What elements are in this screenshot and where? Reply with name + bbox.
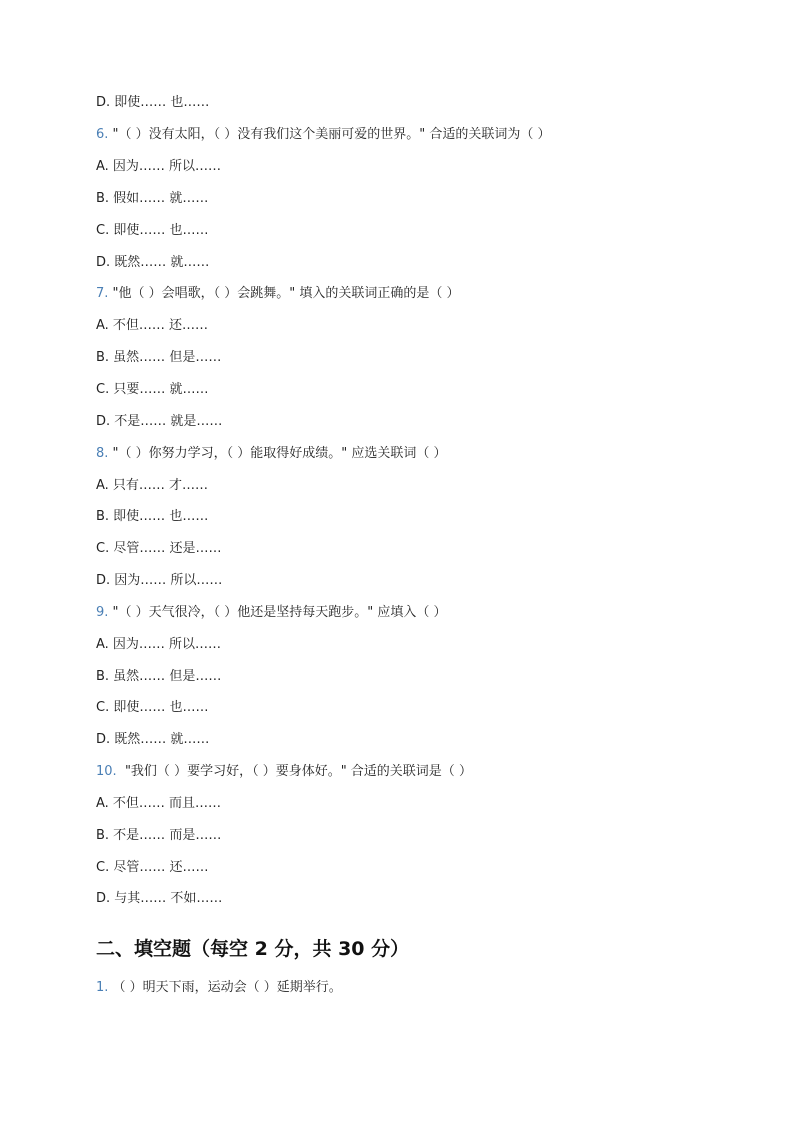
question-text: "他（ ）会唱歌，（ ）会跳舞。" 填入的关联词正确的是（ ） — [108, 286, 460, 301]
q9-option-a: A. 因为…… 所以…… — [96, 637, 222, 652]
question-6 — [96, 126, 551, 144]
question-number: 8. — [96, 446, 109, 461]
q6-option-d: D. 既然…… 就…… — [96, 255, 210, 270]
q10-option-b: B. 不是…… 而是…… — [96, 828, 222, 843]
question-number: 6. — [96, 127, 109, 142]
question-number: 9. — [96, 605, 109, 620]
question-text: "（ ）你努力学习，（ ）能取得好成绩。" 应选关联词（ ） — [108, 446, 447, 461]
fill-question-1 — [96, 979, 342, 997]
q6-option-b: B. 假如…… 就…… — [96, 191, 209, 206]
question-9 — [96, 604, 447, 622]
q10-option-d: D. 与其…… 不如…… — [96, 891, 223, 906]
question-10 — [96, 763, 472, 781]
q8-option-c: C. 尽管…… 还是…… — [96, 541, 222, 556]
question-number: 10. — [96, 764, 117, 779]
q6-option-a: A. 因为…… 所以…… — [96, 159, 222, 174]
q10-option-c: C. 尽管…… 还…… — [96, 860, 209, 875]
question-text: "我们（ ）要学习好，（ ）要身体好。" 合适的关联词是（ ） — [116, 764, 472, 779]
q9-option-d: D. 既然…… 就…… — [96, 732, 210, 747]
q8-option-d: D. 因为…… 所以…… — [96, 573, 223, 588]
question-text: （ ）明天下雨，运动会（ ）延期举行。 — [108, 980, 342, 995]
q9-option-c: C. 即使…… 也…… — [96, 700, 209, 715]
q6-option-c: C. 即使…… 也…… — [96, 223, 209, 238]
q5-option-d: D. 即使…… 也…… — [96, 95, 210, 110]
q10-option-a: A. 不但…… 而且…… — [96, 796, 222, 811]
q8-option-b: B. 即使…… 也…… — [96, 509, 209, 524]
q7-option-c: C. 只要…… 就…… — [96, 382, 209, 397]
q7-option-d: D. 不是…… 就是…… — [96, 414, 223, 429]
q8-option-a: A. 只有…… 才…… — [96, 478, 209, 493]
q7-option-a: A. 不但…… 还…… — [96, 318, 209, 333]
question-text: "（ ）天气很冷，（ ）他还是坚持每天跑步。" 应填入（ ） — [108, 605, 447, 620]
question-8 — [96, 445, 447, 463]
q7-option-b: B. 虽然…… 但是…… — [96, 350, 222, 365]
question-7 — [96, 285, 460, 303]
question-number: 7. — [96, 286, 109, 301]
question-number: 1. — [96, 980, 109, 995]
section-heading-fill-in: 二、填空题（每空 2 分，共 30 分） — [96, 938, 410, 960]
q9-option-b: B. 虽然…… 但是…… — [96, 669, 222, 684]
question-text: "（ ）没有太阳，（ ）没有我们这个美丽可爱的世界。" 合适的关联词为（ ） — [108, 127, 551, 142]
